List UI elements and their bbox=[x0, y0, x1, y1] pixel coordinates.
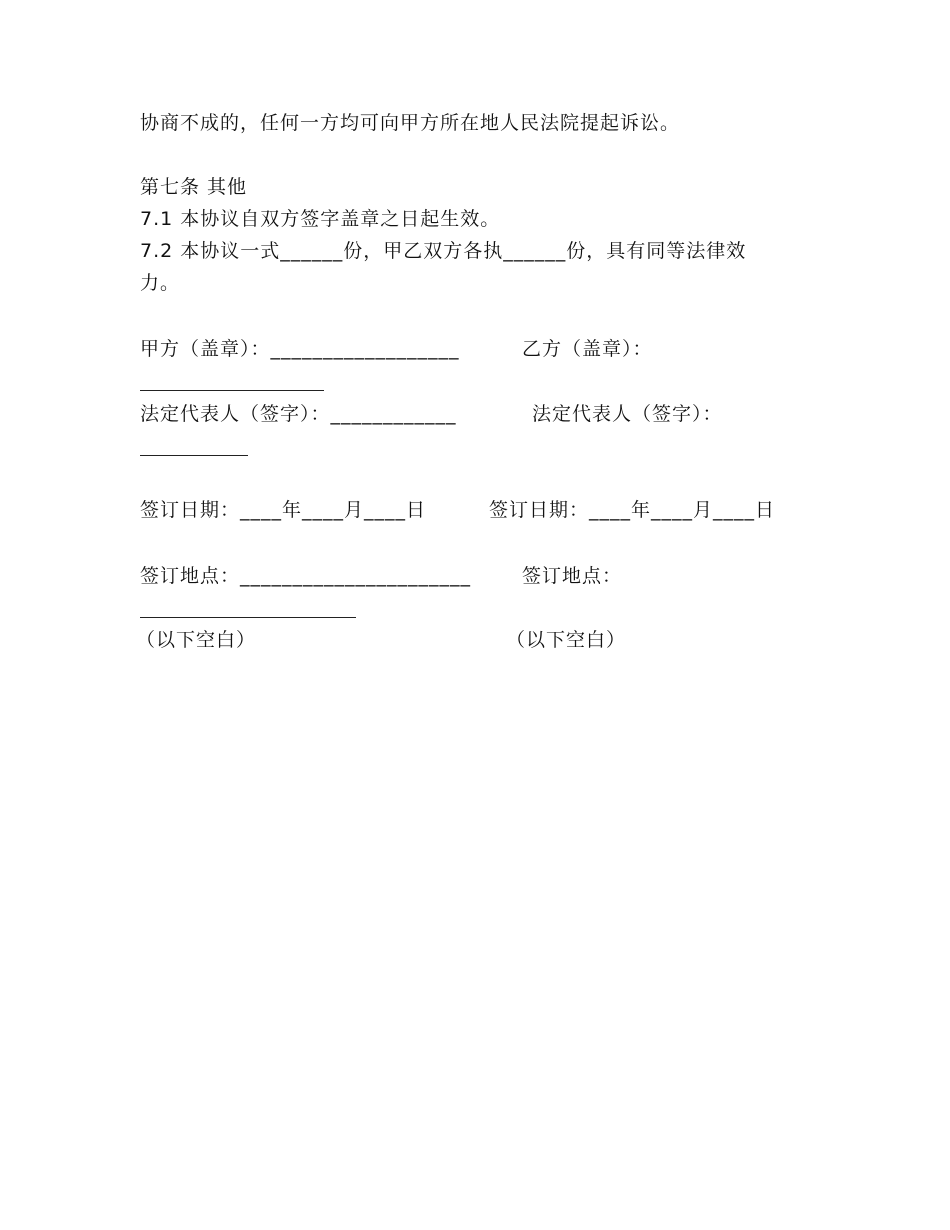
party-b-seal-underline bbox=[140, 390, 324, 391]
right-blank-marker: （以下空白） bbox=[506, 629, 627, 651]
party-b-representative-field: 法定代表人（签字）： bbox=[532, 403, 723, 425]
clause-7-2-line-1: 7.2 本协议一式______份，甲乙双方各执______份，具有同等法律效 bbox=[140, 240, 747, 262]
dispute-paragraph-tail: 协商不成的，任何一方均可向甲方所在地人民法院提起诉讼。 bbox=[140, 112, 681, 134]
party-b-sign-place: 签订地点： bbox=[522, 565, 623, 587]
party-a-seal-field: 甲方（盖章）：__________________ bbox=[140, 338, 460, 360]
party-b-sign-place-underline bbox=[140, 617, 356, 618]
party-a-sign-date: 签订日期：____年____月____日 bbox=[140, 499, 427, 521]
left-blank-marker: （以下空白） bbox=[136, 629, 257, 651]
party-b-seal-field: 乙方（盖章）： bbox=[522, 338, 653, 360]
party-b-sign-date: 签订日期：____年____月____日 bbox=[489, 499, 776, 521]
clause-7-1: 7.1 本协议自双方签字盖章之日起生效。 bbox=[140, 208, 501, 230]
party-a-representative-field: 法定代表人（签字）：____________ bbox=[140, 403, 457, 425]
clause-7-2-line-2: 力。 bbox=[140, 272, 181, 294]
party-a-sign-place: 签订地点：______________________ bbox=[140, 565, 472, 587]
article-7-heading: 第七条 其他 bbox=[140, 176, 248, 198]
party-b-representative-underline bbox=[140, 455, 248, 456]
